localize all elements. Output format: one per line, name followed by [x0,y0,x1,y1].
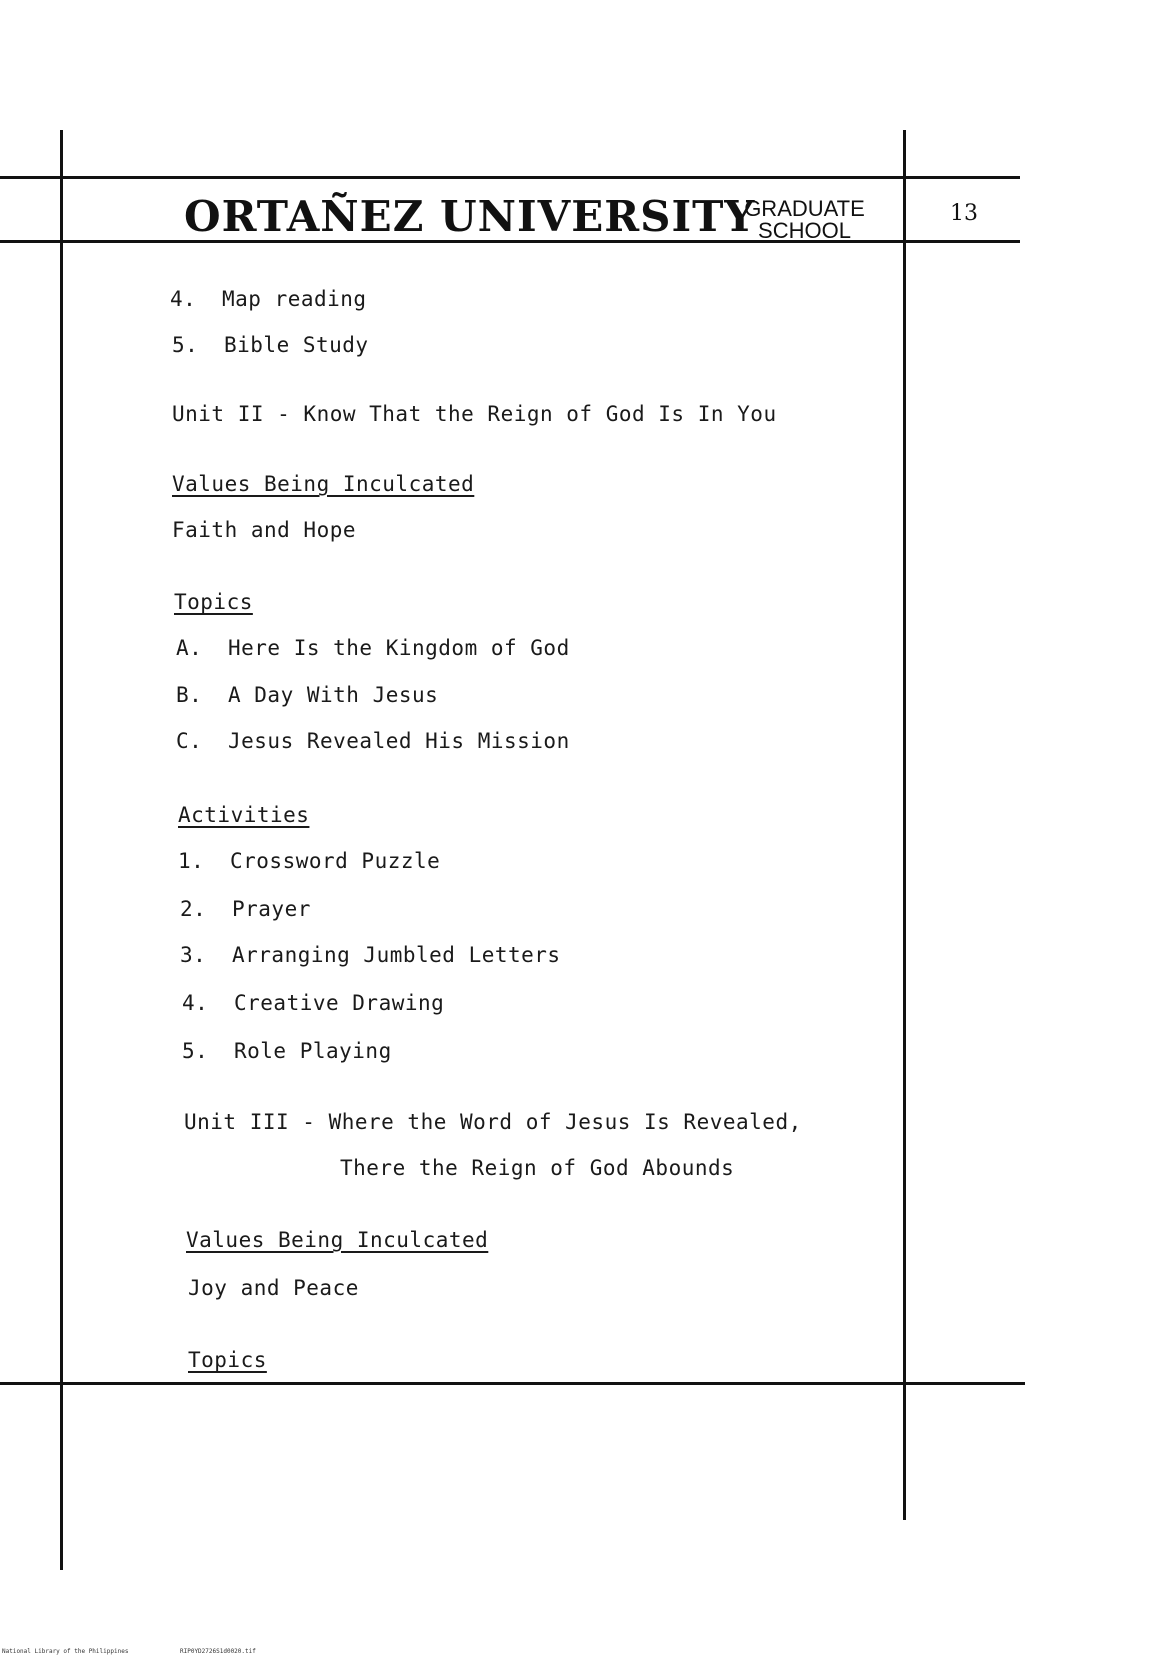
footer-library-caption: National Library of the Philippines [2,1648,129,1655]
list-item [178,849,440,873]
item-text: Jesus Revealed His Mission [228,729,570,753]
page-number: 13 [950,201,978,226]
item-text: Bible Study [224,333,369,357]
unit-3-title-line-2: There the Reign of God Abounds [340,1156,735,1180]
item-number: 3. [180,943,207,967]
school-line-2: SCHOOL [758,218,851,243]
university-name: ORTAÑEZ UNIVERSITY [184,192,756,241]
item-number: 2. [180,897,207,921]
list-item [180,897,311,921]
list-item [172,333,369,357]
item-text: Prayer [232,897,311,921]
school-line-1: GRADUATE [744,196,865,221]
item-text: Crossword Puzzle [230,849,441,873]
unit-3-topics-heading: Topics [188,1348,267,1372]
list-item [182,991,444,1015]
bottom-rule [0,1382,1025,1385]
unit-2-activities-heading: Activities [178,803,310,827]
item-number: 4. [182,991,209,1015]
item-number: 5. [172,333,199,357]
list-item [176,683,438,707]
item-number: 5. [182,1039,209,1063]
item-number: B. [176,683,203,707]
unit-2-values: Faith and Hope [172,518,357,542]
unit-3-values-heading: Values Being Inculcated [186,1228,489,1252]
list-item [180,943,561,967]
item-text: Here Is the Kingdom of God [228,636,570,660]
top-rule [0,176,1020,179]
list-item [170,287,367,311]
footer-file-caption: RIP0YD2726S1d0020.tif [180,1648,256,1655]
unit-2-title: Unit II - Know That the Reign of God Is In You [172,402,777,426]
left-vertical-rule [60,130,63,1570]
item-number: 1. [178,849,205,873]
list-item [176,636,570,660]
unit-3-values: Joy and Peace [188,1276,359,1300]
item-text: Map reading [222,287,367,311]
right-vertical-rule [903,130,906,1520]
unit-2-topics-heading: Topics [174,590,253,614]
unit-3-title-line-1: Unit III - Where the Word of Jesus Is Revealed, [184,1110,802,1134]
item-text: Role Playing [234,1039,392,1063]
list-item [182,1039,392,1063]
list-item [176,729,570,753]
graduate-school-label [727,198,882,242]
item-text: Arranging Jumbled Letters [232,943,561,967]
item-number: C. [176,729,203,753]
item-number: A. [176,636,203,660]
item-text: Creative Drawing [234,991,445,1015]
unit-2-values-heading: Values Being Inculcated [172,472,475,496]
item-number: 4. [170,287,197,311]
item-text: A Day With Jesus [228,683,439,707]
